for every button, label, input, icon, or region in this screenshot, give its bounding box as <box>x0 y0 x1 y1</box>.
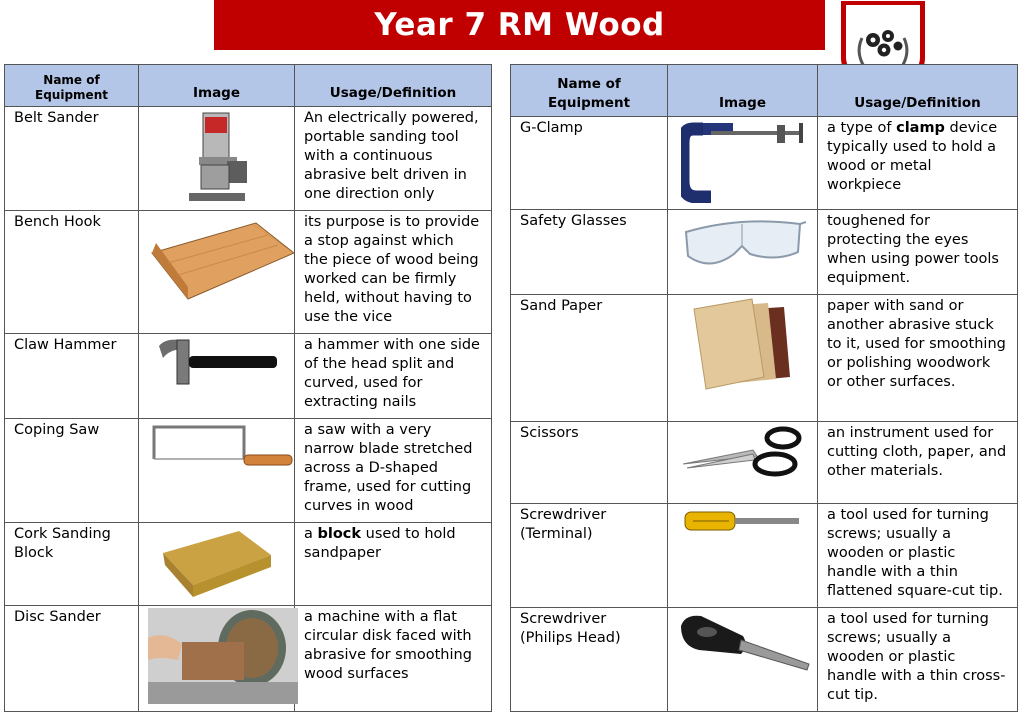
safety-glasses-image <box>668 210 818 295</box>
table-row <box>511 504 1018 608</box>
screwdriver-philips-image <box>668 608 818 712</box>
usage-definition: paper with sand or another abrasive stuck to it, used for smoothing or polishing woodwork or other surfaces. <box>818 295 1018 422</box>
header-image: Image <box>139 65 295 107</box>
table-row <box>511 422 1018 504</box>
definition-text: a type of <box>827 120 897 136</box>
definition-text: used to hold sandpaper <box>304 526 456 561</box>
table-row <box>5 606 492 712</box>
usage-definition: a tool used for turning screws; usually a wooden or plastic handle with a thin flattened square-cut tip. <box>818 504 1018 608</box>
table-row <box>511 210 1018 295</box>
header-name-of-equipment: Name of Equipment <box>511 65 668 117</box>
equipment-name: Screwdriver (Terminal) <box>511 504 668 608</box>
equipment-name: Disc Sander <box>5 606 139 712</box>
usage-definition: its purpose is to provide a stop against which the piece of wood being worked can be firmly held, without having to use the vice <box>295 211 492 334</box>
usage-definition: An electrically powered, portable sanding tool with a continuous abrasive belt driven in one direction only <box>295 107 492 211</box>
usage-definition: a machine with a flat circular disk faced with abrasive for smoothing wood surfaces <box>295 606 492 712</box>
title-banner <box>214 0 825 50</box>
table-row <box>5 211 492 334</box>
header-usage-definition: Usage/Definition <box>295 65 492 107</box>
equipment-name: Safety Glasses <box>511 210 668 295</box>
table-row <box>5 419 492 523</box>
usage-definition: a tool used for turning screws; usually a wooden or plastic handle with a thin cross-cut tip. <box>818 608 1018 712</box>
usage-definition <box>295 523 492 606</box>
equipment-table-left <box>4 64 492 712</box>
definition-text: a <box>304 526 318 542</box>
belt-sander-image <box>139 107 295 211</box>
equipment-name: Belt Sander <box>5 107 139 211</box>
scissors-image <box>668 422 818 504</box>
sand-paper-image <box>668 295 818 422</box>
equipment-name: Cork Sanding Block <box>5 523 139 606</box>
definition-bold-term: clamp <box>896 120 945 136</box>
header-image: Image <box>668 65 818 117</box>
equipment-name: Sand Paper <box>511 295 668 422</box>
disc-sander-image <box>139 606 295 712</box>
table-row <box>5 523 492 606</box>
coping-saw-image <box>139 419 295 523</box>
table-row <box>511 608 1018 712</box>
g-clamp-image <box>668 117 818 210</box>
claw-hammer-image <box>139 334 295 419</box>
equipment-name: Bench Hook <box>5 211 139 334</box>
table-header-row <box>511 65 1018 117</box>
cork-sanding-block-image <box>139 523 295 606</box>
header-name-of-equipment: Name of Equipment <box>5 65 139 107</box>
usage-definition <box>818 117 1018 210</box>
table-row <box>5 334 492 419</box>
table-header-row <box>5 65 492 107</box>
usage-definition: an instrument used for cutting cloth, paper, and other materials. <box>818 422 1018 504</box>
equipment-name: Scissors <box>511 422 668 504</box>
usage-definition: a saw with a very narrow blade stretched across a D-shaped frame, used for cutting curves in wood <box>295 419 492 523</box>
equipment-table-right <box>510 64 1018 712</box>
equipment-name: Claw Hammer <box>5 334 139 419</box>
table-row <box>511 117 1018 210</box>
usage-definition: a hammer with one side of the head split and curved, used for extracting nails <box>295 334 492 419</box>
screwdriver-terminal-image <box>668 504 818 608</box>
table-row <box>5 107 492 211</box>
table-row <box>511 295 1018 422</box>
equipment-name: G-Clamp <box>511 117 668 210</box>
equipment-name: Coping Saw <box>5 419 139 523</box>
equipment-name: Screwdriver (Philips Head) <box>511 608 668 712</box>
definition-text: device typically used to hold a wood or metal workpiece <box>827 120 998 193</box>
definition-bold-term: block <box>317 526 362 542</box>
bench-hook-image <box>139 211 295 334</box>
usage-definition: toughened for protecting the eyes when using power tools equipment. <box>818 210 1018 295</box>
header-usage-definition: Usage/Definition <box>818 65 1018 117</box>
page-title: Year 7 RM Wood <box>374 7 665 43</box>
